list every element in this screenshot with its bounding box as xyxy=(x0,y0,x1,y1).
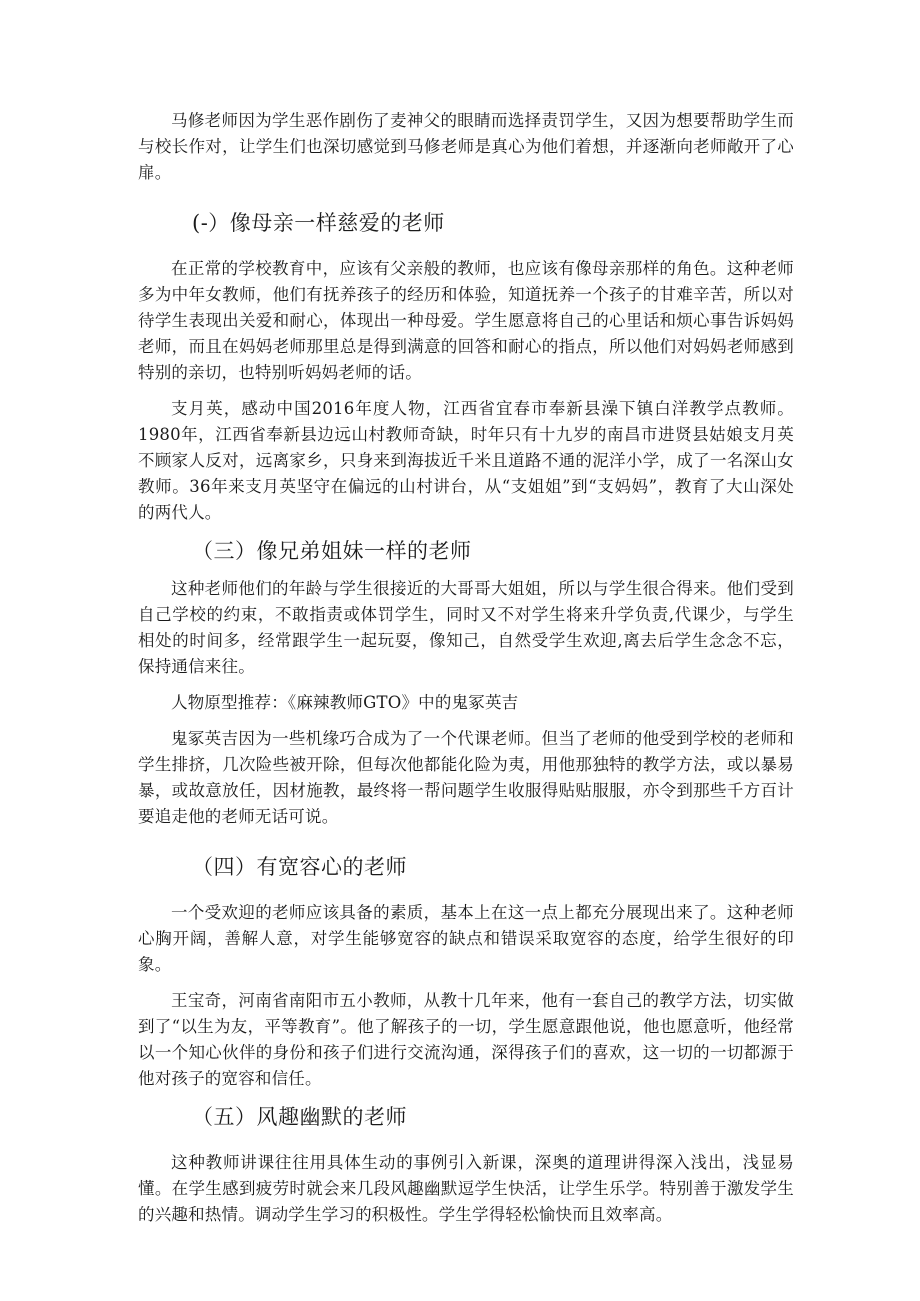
heading-tolerant-teacher: （四）有宽容心的老师 xyxy=(192,855,407,879)
paragraph-onizuka: 鬼冢英吉因为一些机缘巧合成为了一个代课老师。但当了老师的他受到学校的老师和学生排挤，几次险些被开除，但每次他都能化险为夷，用他那独特的教学方法，或以暴易暴，或故意放任，因材施教，最终将一帮问题学生收服得贴贴服服，亦令到那些千方百计要追走他的老师无话可说。 xyxy=(138,729,794,826)
paragraph-mathieu: 马修老师因为学生恶作剧伤了麦神父的眼睛而选择责罚学生，又因为想要帮助学生而与校长作对，让学生们也深切感觉到马修老师是真心为他们着想，并逐渐向老师敞开了心扉。 xyxy=(138,111,794,182)
heading-humorous-teacher: （五）风趣幽默的老师 xyxy=(192,1105,407,1129)
paragraph-wang-baoqi: 王宝奇，河南省南阳市五小教师，从教十几年来，他有一套自己的教学方法，切实做到了“以生为友，平等教育”。他了解孩子的一切，学生愿意跟他说，他也愿意听，他经常以一个知心伙伴的身份和孩子们进行交流沟通，深得孩子们的喜欢，这一切的一切都源于他对孩子的宽容和信任。 xyxy=(138,991,794,1088)
paragraph-zhi-yueying: 支月英，感动中国2016年度人物，江西省宜春市奉新县澡下镇白洋教学点教师。1980年，江西省奉新县边远山村教师奇缺，时年只有十九岁的南昌市进贤县姑娘支月英不顾家人反对，远离家乡，只身来到海拔近千米且道路不通的泥洋小学，成了一名深山女教师。36年来支月英坚守在偏远的山村讲台，从“支姐姐”到“支妈妈”，教育了大山深处的两代人。 xyxy=(138,399,794,522)
paragraph-gto-recommendation: 人物原型推荐：《麻辣教师GTO》中的鬼冢英吉 xyxy=(171,693,519,712)
paragraph-mother-teacher: 在正常的学校教育中，应该有父亲般的教师，也应该有像母亲那样的角色。这种老师多为中年女教师，他们有抚养孩子的经历和体验，知道抚养一个孩子的甘难辛苦，所以对待学生表现出关爱和耐心，体现出一种母爱。学生愿意将自己的心里话和烦心事告诉妈妈老师，而且在妈妈老师那里总是得到满意的回答和耐心的指点，所以他们对妈妈老师感到特别的亲切，也特别听妈妈老师的话。 xyxy=(138,259,794,382)
paragraph-humorous-teacher: 这种教师讲课往往用具体生动的事例引入新课，深奥的道理讲得深入浅出，浅显易懂。在学生感到疲劳时就会来几段风趣幽默逗学生快活，让学生乐学。特别善于激发学生的兴趣和热情。调动学生学习的积极性。学生学得轻松愉快而且效率高。 xyxy=(138,1153,794,1224)
document-body xyxy=(138,108,794,1228)
paragraph-tolerant-teacher: 一个受欢迎的老师应该具备的素质，基本上在这一点上都充分展现出来了。这种老师心胸开阔，善解人意，对学生能够宽容的缺点和错误采取宽容的态度，给学生很好的印象。 xyxy=(138,903,794,974)
paragraph-sibling-teacher: 这种老师他们的年龄与学生很接近的大哥哥大姐姐，所以与学生很合得来。他们受到自己学校的约束，不敢指责或体罚学生，同时又不对学生将来升学负责,代课少，与学生相处的时间多，经常跟学生一起玩耍，像知己，自然受学生欢迎,离去后学生念念不忘，保持通信来往。 xyxy=(138,579,794,676)
heading-sibling-like-teacher: （三）像兄弟姐妹一样的老师 xyxy=(192,539,472,563)
heading-mother-like-teacher: (-）像母亲一样慈爱的老师 xyxy=(192,211,445,235)
